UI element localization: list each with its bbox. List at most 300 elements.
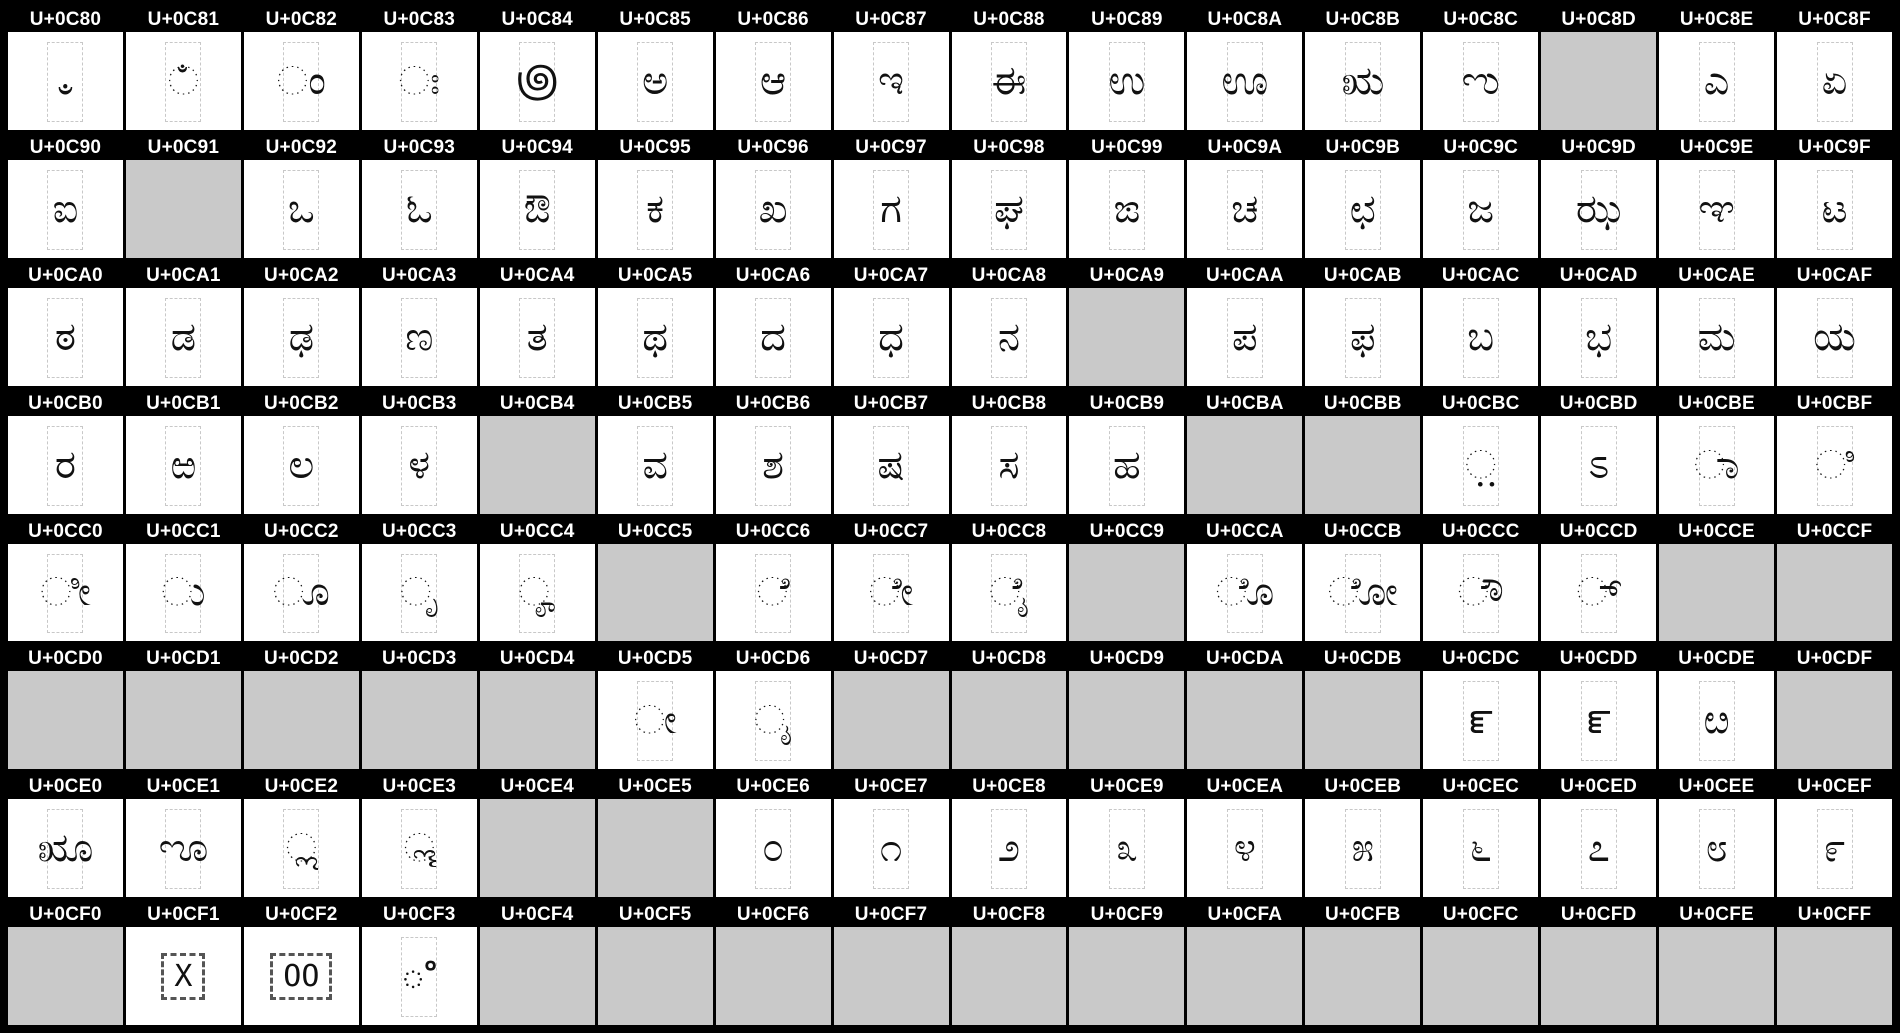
codepoint-label: U+0CAE [1659, 264, 1774, 288]
unassigned-glyph-area [8, 927, 123, 1025]
codepoint-cell [1305, 8, 1420, 130]
codepoint-label: U+0CA6 [716, 264, 831, 288]
glyph-area [1187, 288, 1302, 386]
glyph-area [1069, 416, 1184, 514]
empty-codepoint-cell [1541, 903, 1656, 1025]
codepoint-cell [834, 8, 949, 130]
glyph: ಠ [54, 313, 77, 360]
glyph: ಚ [1231, 185, 1259, 232]
codepoint-cell [480, 520, 595, 642]
glyph-area [1423, 32, 1538, 130]
unassigned-glyph-area [1541, 927, 1656, 1025]
glyph: ◌ೌ [1457, 569, 1504, 616]
glyph: ೠ [37, 825, 94, 872]
glyph: ◌ಿ [1814, 441, 1855, 488]
glyph-area [480, 160, 595, 258]
codepoint-cell [244, 775, 359, 897]
codepoint-cell [1423, 520, 1538, 642]
codepoint-label: U+0C9B [1305, 136, 1420, 160]
codepoint-label: U+0CF9 [1069, 903, 1184, 927]
glyph-area [1777, 799, 1892, 897]
codepoint-cell [598, 136, 713, 258]
codepoint-cell [952, 392, 1067, 514]
codepoint-cell [1659, 136, 1774, 258]
unicode-kannada-chart-grid [8, 8, 1892, 1025]
codepoint-label: U+0CDF [1777, 647, 1892, 671]
unassigned-glyph-area [1541, 32, 1656, 130]
codepoint-label: U+0CDB [1305, 647, 1420, 671]
codepoint-cell [244, 903, 359, 1025]
glyph: ೬ [1469, 825, 1492, 872]
codepoint-cell [716, 647, 831, 769]
unassigned-glyph-area [1777, 671, 1892, 769]
codepoint-label: U+0CAD [1541, 264, 1656, 288]
codepoint-cell [8, 392, 123, 514]
codepoint-label: U+0C8D [1541, 8, 1656, 32]
empty-codepoint-cell [1069, 647, 1184, 769]
codepoint-label: U+0CD1 [126, 647, 241, 671]
codepoint-label: U+0CE4 [480, 775, 595, 799]
glyph: ಒ [287, 185, 315, 232]
codepoint-label: U+0CA7 [834, 264, 949, 288]
empty-codepoint-cell [834, 903, 949, 1025]
glyph-area [244, 927, 359, 1025]
codepoint-label: U+0CE8 [952, 775, 1067, 799]
glyph-area [716, 160, 831, 258]
unassigned-glyph-area [362, 671, 477, 769]
glyph-area [126, 416, 241, 514]
codepoint-label: U+0CFA [1187, 903, 1302, 927]
glyph: ಕ [646, 185, 665, 232]
codepoint-cell [126, 392, 241, 514]
glyph: ತ [526, 313, 548, 360]
codepoint-cell [834, 136, 949, 258]
empty-codepoint-cell [598, 903, 713, 1025]
glyph: ಖ [758, 185, 788, 232]
glyph: ಥ [642, 313, 669, 360]
codepoint-cell [8, 136, 123, 258]
codepoint-cell [1069, 8, 1184, 130]
glyph: ◌ಁ [167, 57, 200, 104]
glyph-area [1659, 160, 1774, 258]
glyph: ದ [760, 313, 787, 360]
empty-codepoint-cell [716, 903, 831, 1025]
unassigned-glyph-area [1659, 544, 1774, 642]
codepoint-label: U+0CEB [1305, 775, 1420, 799]
codepoint-cell [1069, 392, 1184, 514]
codepoint-label: U+0CDA [1187, 647, 1302, 671]
codepoint-cell [598, 647, 713, 769]
glyph: ನ [997, 313, 1021, 360]
glyph-area [952, 288, 1067, 386]
glyph-area [126, 32, 241, 130]
glyph-area [834, 32, 949, 130]
glyph-area [834, 160, 949, 258]
codepoint-cell [1659, 775, 1774, 897]
codepoint-cell [8, 520, 123, 642]
glyph: ಔ [523, 185, 551, 232]
glyph-area [480, 32, 595, 130]
codepoint-cell [1305, 520, 1420, 642]
glyph: ಪ [1232, 313, 1258, 360]
glyph-area [1659, 671, 1774, 769]
codepoint-label: U+0C9E [1659, 136, 1774, 160]
glyph-area [244, 416, 359, 514]
codepoint-label: U+0CCD [1541, 520, 1656, 544]
unassigned-glyph-area [1069, 671, 1184, 769]
unassigned-glyph-area [480, 671, 595, 769]
glyph: ಗ [880, 185, 902, 232]
glyph-area [598, 288, 713, 386]
codepoint-label: U+0CB0 [8, 392, 123, 416]
codepoint-cell [8, 264, 123, 386]
empty-codepoint-cell [1777, 647, 1892, 769]
glyph: ಶ [762, 441, 785, 488]
glyph: ◌಼ [1464, 441, 1497, 488]
unassigned-glyph-area [1777, 927, 1892, 1025]
codepoint-label: U+0CAF [1777, 264, 1892, 288]
codepoint-cell [1541, 775, 1656, 897]
glyph: ◌ೈ [988, 569, 1029, 616]
glyph-area [362, 288, 477, 386]
codepoint-cell [480, 264, 595, 386]
unassigned-glyph-area [480, 799, 595, 897]
glyph: ಘ [993, 185, 1024, 232]
glyph: ಹ [1113, 441, 1141, 488]
glyph-area [8, 799, 123, 897]
codepoint-cell [598, 8, 713, 130]
codepoint-label: U+0CD7 [834, 647, 949, 671]
empty-codepoint-cell [480, 647, 595, 769]
codepoint-label: U+0CC5 [598, 520, 713, 544]
glyph-area [362, 544, 477, 642]
codepoint-cell [244, 520, 359, 642]
unassigned-glyph-area [1305, 416, 1420, 514]
codepoint-cell [1659, 647, 1774, 769]
glyph-area [716, 799, 831, 897]
codepoint-label: U+0CB6 [716, 392, 831, 416]
codepoint-label: U+0CC8 [952, 520, 1067, 544]
unassigned-glyph-area [1305, 927, 1420, 1025]
codepoint-cell [1423, 647, 1538, 769]
codepoint-label: U+0C9D [1541, 136, 1656, 160]
codepoint-label: U+0C93 [362, 136, 477, 160]
codepoint-cell [1777, 264, 1892, 386]
empty-codepoint-cell [834, 647, 949, 769]
codepoint-cell [1423, 8, 1538, 130]
empty-codepoint-cell [1069, 264, 1184, 386]
glyph-area [1305, 160, 1420, 258]
codepoint-label: U+0CBB [1305, 392, 1420, 416]
codepoint-cell [834, 264, 949, 386]
codepoint-label: U+0CB5 [598, 392, 713, 416]
glyph: ಡ [170, 313, 197, 360]
glyph-area [834, 288, 949, 386]
unassigned-glyph-area [1069, 544, 1184, 642]
glyph-area [716, 544, 831, 642]
glyph-area [952, 32, 1067, 130]
codepoint-cell [716, 8, 831, 130]
codepoint-label: U+0CC9 [1069, 520, 1184, 544]
glyph: ಅ [641, 57, 669, 104]
codepoint-label: U+0C8A [1187, 8, 1302, 32]
codepoint-cell [244, 392, 359, 514]
codepoint-label: U+0CA0 [8, 264, 123, 288]
glyph: ಇ [878, 57, 905, 104]
glyph: ◌ೀ [40, 569, 91, 616]
codepoint-cell [1423, 775, 1538, 897]
codepoint-cell [1777, 8, 1892, 130]
codepoint-label: U+0CAA [1187, 264, 1302, 288]
codepoint-label: U+0CD3 [362, 647, 477, 671]
codepoint-cell [952, 8, 1067, 130]
glyph: ೩ [1115, 825, 1139, 872]
empty-codepoint-cell [1541, 8, 1656, 130]
codepoint-label: U+0CF3 [362, 903, 477, 927]
codepoint-label: U+0CCB [1305, 520, 1420, 544]
glyph: ೡ [158, 825, 209, 872]
glyph-area [1069, 160, 1184, 258]
glyph-area [716, 671, 831, 769]
codepoint-cell [952, 775, 1067, 897]
codepoint-label: U+0C81 [126, 8, 241, 32]
codepoint-label: U+0CB8 [952, 392, 1067, 416]
codepoint-label: U+0CDE [1659, 647, 1774, 671]
glyph-area [1187, 32, 1302, 130]
codepoint-label: U+0C83 [362, 8, 477, 32]
glyph: ಧ [878, 313, 904, 360]
empty-codepoint-cell [1777, 903, 1892, 1025]
glyph: ಐ [52, 185, 79, 232]
glyph: ಲ [288, 441, 315, 488]
codepoint-label: U+0CE7 [834, 775, 949, 799]
codepoint-label: U+0CFC [1423, 903, 1538, 927]
codepoint-label: U+0CED [1541, 775, 1656, 799]
unassigned-glyph-area [1069, 288, 1184, 386]
codepoint-cell [1187, 264, 1302, 386]
glyph-area [8, 288, 123, 386]
unassigned-glyph-area [8, 671, 123, 769]
glyph-area [244, 544, 359, 642]
codepoint-label: U+0C90 [8, 136, 123, 160]
glyph-area [716, 32, 831, 130]
unassigned-glyph-area [952, 671, 1067, 769]
codepoint-cell [362, 520, 477, 642]
glyph: ಳ [408, 441, 431, 488]
codepoint-label: U+0CBD [1541, 392, 1656, 416]
codepoint-cell [1069, 775, 1184, 897]
glyph-area [362, 160, 477, 258]
glyph-area [1777, 416, 1892, 514]
codepoint-label: U+0CA5 [598, 264, 713, 288]
codepoint-label: U+0C9F [1777, 136, 1892, 160]
codepoint-cell [1541, 264, 1656, 386]
codepoint-label: U+0C89 [1069, 8, 1184, 32]
codepoint-cell [1187, 520, 1302, 642]
codepoint-label: U+0C87 [834, 8, 949, 32]
codepoint-cell [1069, 136, 1184, 258]
glyph-area [598, 671, 713, 769]
empty-codepoint-cell [1305, 647, 1420, 769]
codepoint-cell [8, 775, 123, 897]
codepoint-cell [716, 136, 831, 258]
codepoint-label: U+0CB2 [244, 392, 359, 416]
glyph: ◌ೄ [518, 569, 557, 616]
codepoint-label: U+0CC4 [480, 520, 595, 544]
codepoint-label: U+0CE1 [126, 775, 241, 799]
codepoint-label: U+0CBC [1423, 392, 1538, 416]
glyph: ◌ೊ [1215, 569, 1275, 616]
glyph-area [952, 544, 1067, 642]
codepoint-label: U+0CDC [1423, 647, 1538, 671]
glyph-area [1423, 799, 1538, 897]
codepoint-label: U+0C85 [598, 8, 713, 32]
unassigned-glyph-area [126, 160, 241, 258]
unassigned-glyph-area [952, 927, 1067, 1025]
glyph-area [1423, 160, 1538, 258]
codepoint-label: U+0C92 [244, 136, 359, 160]
codepoint-label: U+0C97 [834, 136, 949, 160]
codepoint-label: U+0C91 [126, 136, 241, 160]
codepoint-label: U+0CE5 [598, 775, 713, 799]
glyph-area [480, 288, 595, 386]
glyph-area [1187, 799, 1302, 897]
empty-codepoint-cell [362, 647, 477, 769]
glyph-area [362, 32, 477, 130]
glyph-area [8, 32, 123, 130]
codepoint-label: U+0C80 [8, 8, 123, 32]
codepoint-label: U+0CFB [1305, 903, 1420, 927]
codepoint-cell [1777, 775, 1892, 897]
codepoint-label: U+0CA1 [126, 264, 241, 288]
codepoint-label: U+0CAB [1305, 264, 1420, 288]
empty-codepoint-cell [480, 903, 595, 1025]
codepoint-label: U+0C99 [1069, 136, 1184, 160]
glyph-area [834, 799, 949, 897]
glyph-area [1423, 544, 1538, 642]
glyph: ೭ [1587, 825, 1610, 872]
unassigned-glyph-area [244, 671, 359, 769]
empty-codepoint-cell [480, 775, 595, 897]
glyph-area [8, 544, 123, 642]
codepoint-cell [716, 264, 831, 386]
codepoint-label: U+0CCC [1423, 520, 1538, 544]
glyph: ೮ [1705, 825, 1728, 872]
glyph-area [126, 927, 241, 1025]
glyph: ೨ [997, 825, 1021, 872]
unassigned-glyph-area [834, 671, 949, 769]
empty-codepoint-cell [8, 903, 123, 1025]
codepoint-label: U+0C98 [952, 136, 1067, 160]
codepoint-cell [362, 903, 477, 1025]
codepoint-label: U+0C8B [1305, 8, 1420, 32]
unassigned-glyph-area [598, 799, 713, 897]
glyph-area [244, 288, 359, 386]
codepoint-label: U+0CFE [1659, 903, 1774, 927]
codepoint-label: U+0CD9 [1069, 647, 1184, 671]
glyph: ◌ೳ [401, 953, 437, 1000]
glyph: ಞ [1698, 185, 1735, 232]
codepoint-label: U+0C96 [716, 136, 831, 160]
codepoint-label: U+0C8C [1423, 8, 1538, 32]
unassigned-glyph-area [1659, 927, 1774, 1025]
glyph-area [598, 160, 713, 258]
glyph: ಢ [288, 313, 315, 360]
unassigned-glyph-area [834, 927, 949, 1025]
glyph-area [1541, 544, 1656, 642]
glyph-area [8, 160, 123, 258]
empty-codepoint-cell [1187, 647, 1302, 769]
glyph-area [126, 544, 241, 642]
codepoint-label: U+0CC1 [126, 520, 241, 544]
codepoint-cell [362, 136, 477, 258]
codepoint-label: U+0CD0 [8, 647, 123, 671]
glyph: ಙ [1113, 185, 1141, 232]
glyph-area [1541, 671, 1656, 769]
codepoint-label: U+0CDD [1541, 647, 1656, 671]
glyph-area [244, 160, 359, 258]
codepoint-label: U+0CC7 [834, 520, 949, 544]
dashed-glyph-box: X [161, 953, 205, 1000]
glyph-area [480, 544, 595, 642]
codepoint-label: U+0C95 [598, 136, 713, 160]
codepoint-cell [1541, 520, 1656, 642]
codepoint-cell [244, 264, 359, 386]
codepoint-label: U+0C9C [1423, 136, 1538, 160]
codepoint-label: U+0CE9 [1069, 775, 1184, 799]
codepoint-label: U+0CD8 [952, 647, 1067, 671]
empty-codepoint-cell [1777, 520, 1892, 642]
glyph-area [1069, 32, 1184, 130]
codepoint-cell [1659, 8, 1774, 130]
glyph-area [834, 544, 949, 642]
glyph: ಬ [1467, 313, 1495, 360]
glyph-area [1541, 799, 1656, 897]
codepoint-label: U+0C94 [480, 136, 595, 160]
codepoint-label: U+0C9A [1187, 136, 1302, 160]
codepoint-cell [1777, 392, 1892, 514]
codepoint-cell [598, 264, 713, 386]
codepoint-cell [716, 520, 831, 642]
empty-codepoint-cell [1305, 903, 1420, 1025]
glyph: ◌ೢ [285, 825, 318, 872]
glyph: ◌ೆ [756, 569, 790, 616]
codepoint-label: U+0CCA [1187, 520, 1302, 544]
glyph-area [1187, 544, 1302, 642]
codepoint-label: U+0CA3 [362, 264, 477, 288]
glyph: ಄ [516, 57, 559, 104]
glyph: ◌ಃ [398, 57, 441, 104]
unassigned-glyph-area [716, 927, 831, 1025]
codepoint-cell [1187, 136, 1302, 258]
codepoint-cell [1659, 264, 1774, 386]
glyph-area [1777, 288, 1892, 386]
dashed-glyph-box: OO [270, 953, 332, 1000]
glyph: ಫ [1349, 313, 1376, 360]
unassigned-glyph-area [1777, 544, 1892, 642]
glyph-area [1187, 160, 1302, 258]
glyph: ಋ [1341, 57, 1385, 104]
codepoint-cell [952, 520, 1067, 642]
codepoint-label: U+0CB1 [126, 392, 241, 416]
codepoint-cell [126, 775, 241, 897]
codepoint-label: U+0CD2 [244, 647, 359, 671]
codepoint-label: U+0CA2 [244, 264, 359, 288]
codepoint-label: U+0CD5 [598, 647, 713, 671]
codepoint-cell [834, 520, 949, 642]
glyph: ◌ಂ [276, 57, 327, 104]
codepoint-label: U+0CE3 [362, 775, 477, 799]
